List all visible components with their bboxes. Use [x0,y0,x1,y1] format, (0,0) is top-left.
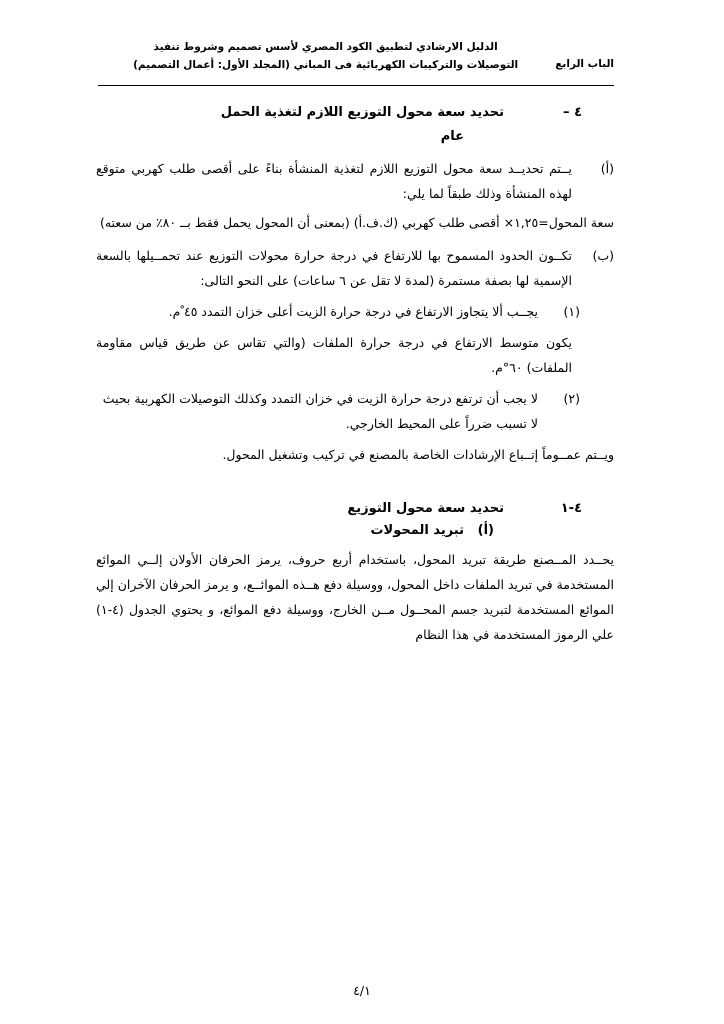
section-4-subtitle: عام [440,129,464,145]
section-heading-4-1 [96,499,614,519]
section-4-item-a-text: يــتم تحديــد سعة محول التوزيع اللازم لتغذية المنشأة بناءً على أقصى طلب كهربي متوقع لهذه المنشأة وذلك طبقاً لما يلي: [96,160,572,201]
section-heading-4 [96,103,614,123]
page-footer [0,983,724,998]
section-4-1-title: تحديد سعة محول التوزيع [347,500,504,516]
section-4-number: ٤ – [563,105,582,120]
section-4-item-b-text: تكــون الحدود المسموح بها للارتفاع في درجة حرارة محولات التوزيع عند تحمــيلها بالسعة الإسمية لها بصفة مستمرة (لمدة لا تقل عن ٦ ساعات) على النحو التالى: [96,247,572,288]
section-4-1-item-a-title: تبريد المحولات [370,523,464,539]
section-4-subitem-2 [96,386,614,436]
section-4-1-number: ٤-١ [560,500,582,516]
header-title-line-2: التوصيلات والتركيبات الكهربائية فى المباني (المجلد الأول: أعمال التصميم) [133,59,519,72]
page-content [96,103,614,647]
section-4-subitem-2-marker: (٢) [563,390,580,406]
section-4-formula: سعة المحول=١,٢٥× أقصى طلب كهربي (ك.ف.أ) (بمعنى أن المحول يحمل فقط بــ ٨٠٪ من سعته) [99,214,614,230]
section-4-closing-note: ويــتم عمــوماً إتــباع الإرشادات الخاصة بالمصنع في تركيب وتشغيل المحول. [222,446,614,462]
section-4-subitem-1 [96,299,614,324]
header-title-block [110,38,547,75]
header-divider-rule [98,85,614,86]
page-number: ٤/١ [353,983,371,998]
section-4-item-a-marker: (أ) [600,160,614,176]
section-4-item-b [96,243,614,293]
section-4-title: تحديد سعة محول التوزيع اللازم لتغذية الحمل [220,105,504,120]
section-4-item-a [96,156,614,206]
section-4-1-item-a-marker: (أ) [477,523,494,539]
section-4-subitem-1-marker: (١) [563,303,580,319]
header-chapter-label: الباب الرابع [555,58,614,70]
section-spacer [96,467,614,499]
section-4-1-item-a-heading [96,521,614,541]
section-4-1-item-a-text: يحــدد المــصنع طريقة تبريد المحول، باستخدام أربع حروف، يرمز الحرفان الأولان إلــي الموائع المستخدمة في تبريد الملفات داخل المحول، ووسيلة دفع هــذه الموائــع، و يرمز الحرفان الآخران إلي الموائع المستخدمة لتبريد جسم المحــول مــن الخارج، ووسيلة دفع الموائع، و يحتوي الجدول (٤-١) علي الرموز المستخدمة في هذا النظام [96,552,614,643]
section-4-subitem-2-text: لا يجب أن ترتفع درجة حرارة الزيت في خزان التمدد وكذلك التوصيلات الكهربية بحيث لا تسبب ضرراً على المحيط الخارجي. [102,390,538,431]
header-title-line-1: الدليل الارشادي لتطبيق الكود المصري لأسس تصميم وشروط تنفيذ [153,41,498,53]
section-4-note-1: يكون متوسط الارتفاع في درجة حرارة الملفات (والتي تقاس عن طريق قياس مقاومة الملفات) ٦٠°م. [96,334,572,375]
section-4-item-b-marker: (ب) [592,247,614,263]
page-header [110,38,614,82]
section-4-subitem-1-text: يجــب ألا يتجاوز الارتفاع في درجة حرارة الزيت أعلى خزان التمدد ٤٥ ْم. [168,303,538,319]
